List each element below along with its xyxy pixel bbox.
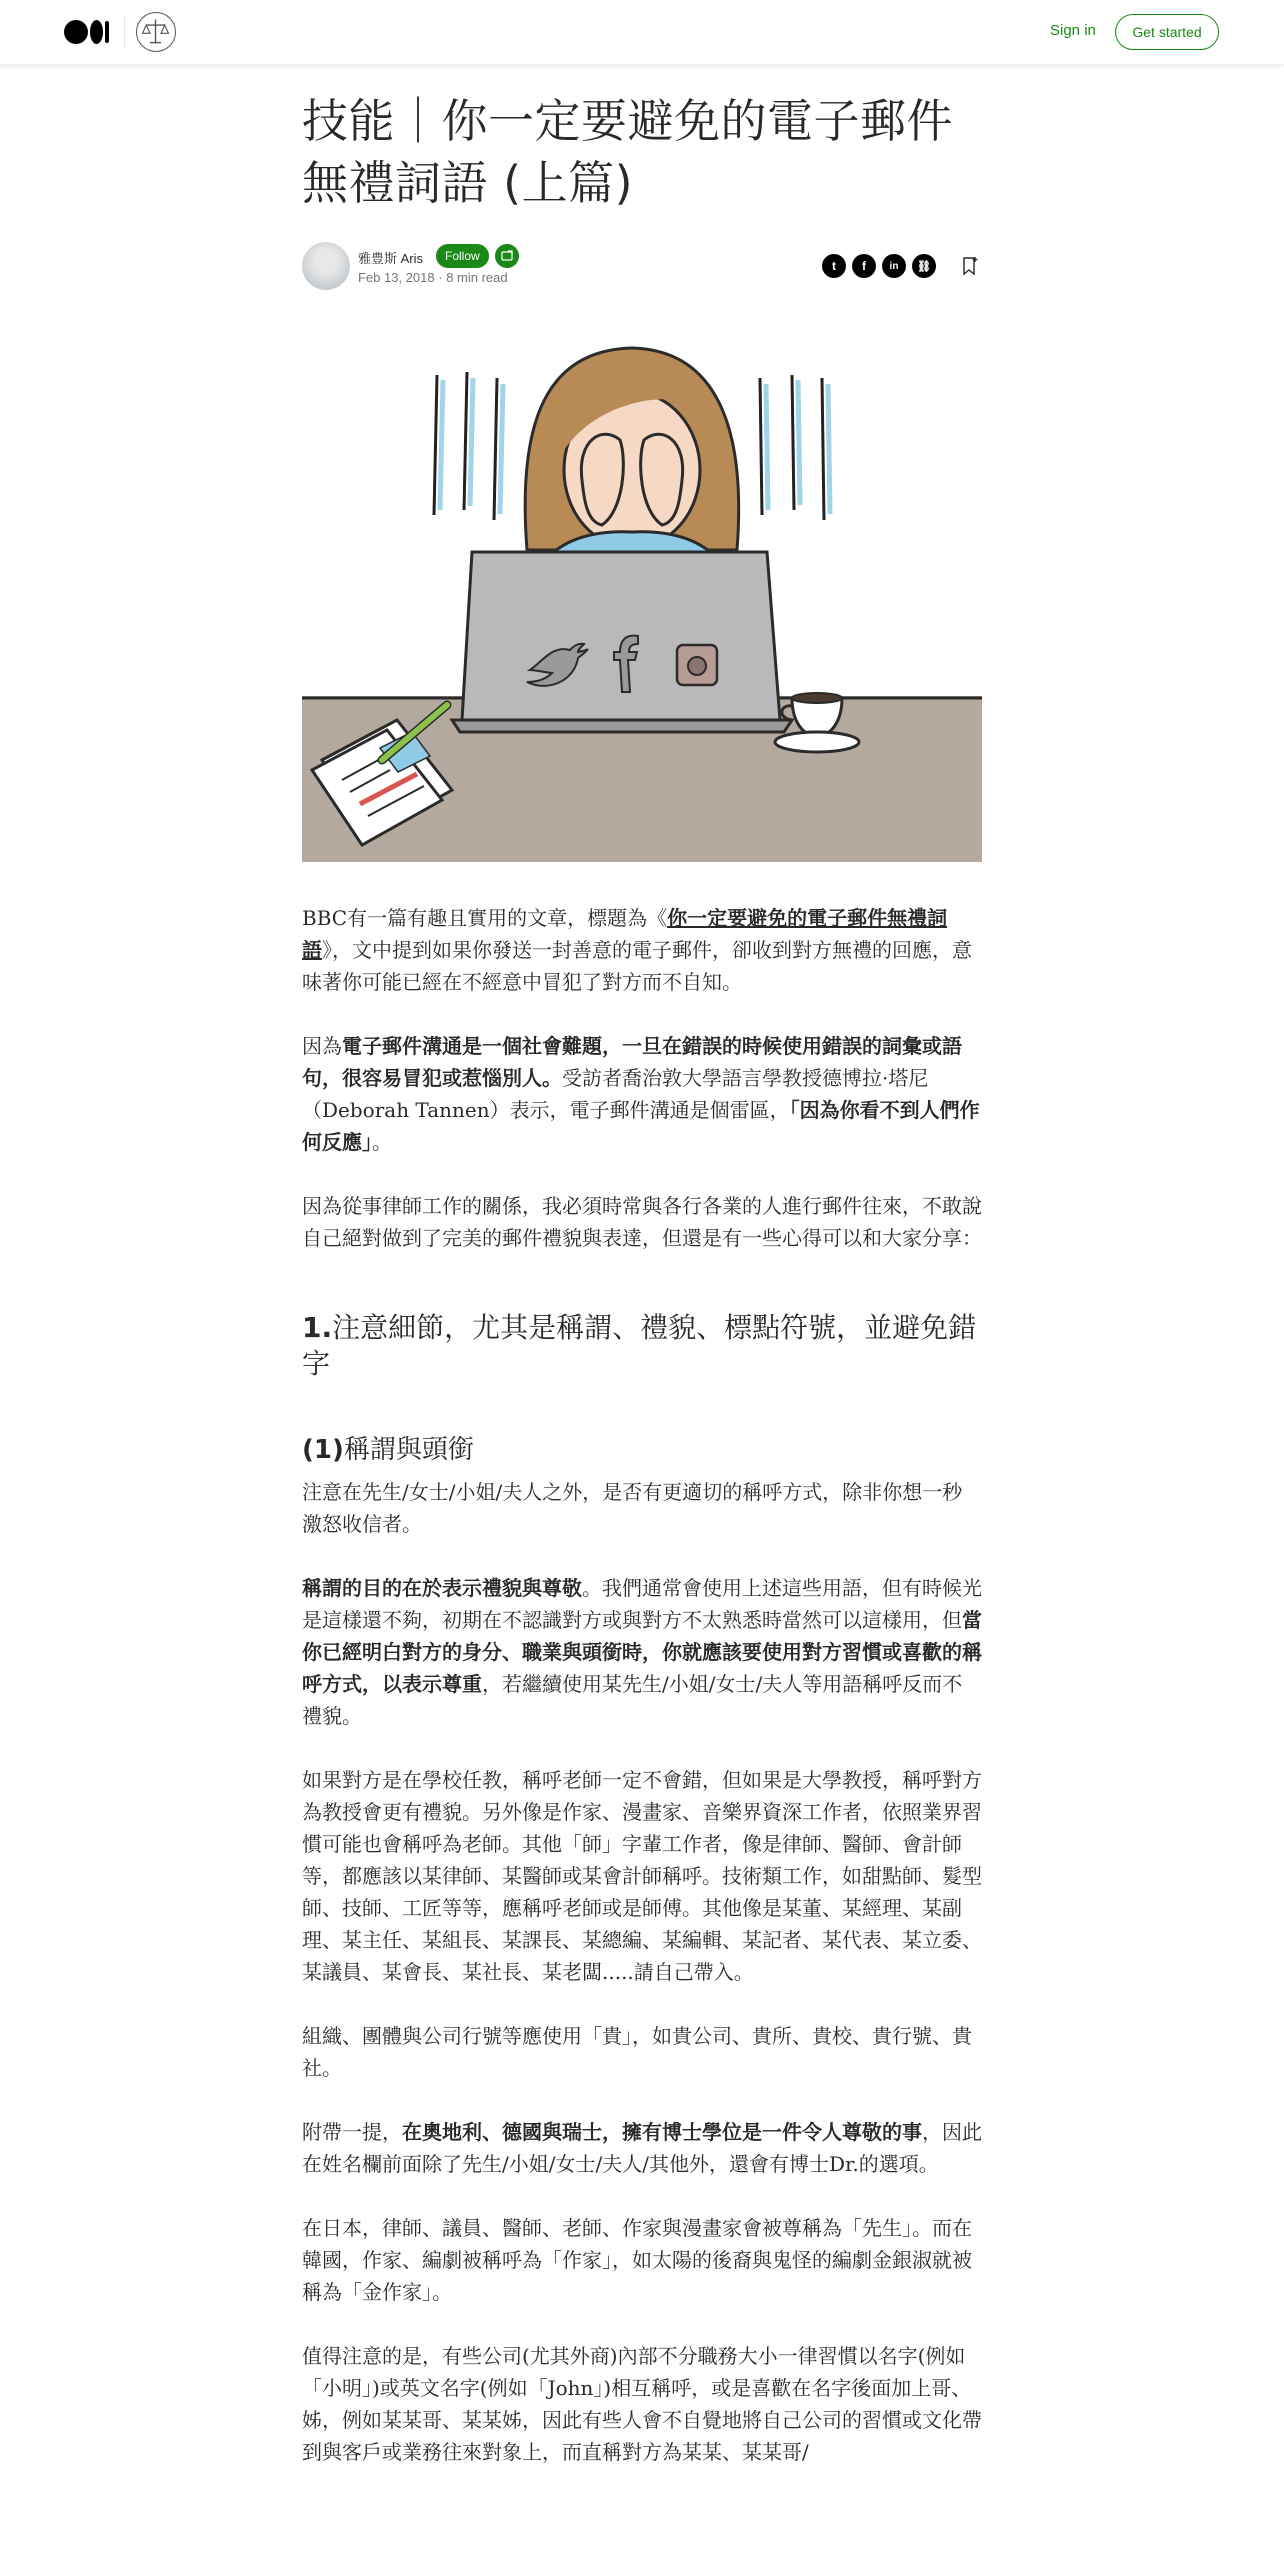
paragraph-9: 在日本，律師、議員、醫師、老師、作家與漫畫家會被尊稱為「先生」。而在韓國，作家、編劇被稱呼為「作家」，如太陽的後裔與鬼怪的編劇金銀淑就被稱為「金作家」。 [302, 2216, 972, 2304]
article-header [302, 90, 982, 292]
publish-info [358, 270, 508, 285]
heading-number: 1. [302, 1311, 333, 1344]
text: BBC有一篇有趣且實用的文章，標題為《 [302, 906, 668, 930]
avatar[interactable] [302, 242, 350, 290]
author-name[interactable]: 雅豊斯 Aris [358, 251, 424, 266]
link-icon[interactable]: ⛓ [912, 254, 936, 278]
medium-logo-icon[interactable] [64, 20, 109, 44]
section-heading [302, 1310, 982, 1382]
bold-text: 電子郵件溝通是一個社會難題，一旦在錯誤的時候使用錯誤的詞彙或語句，很容易冒犯或惹惱別人。 [302, 1034, 962, 1090]
follow-button[interactable]: Follow [436, 244, 489, 268]
publication-logo-icon[interactable] [136, 12, 176, 52]
get-started-button[interactable]: Get started [1115, 14, 1219, 50]
paragraph-3: 因為從事律師工作的關係，我必須時常與各行各業的人進行郵件往來，不敢說自己絕對做到了完美的郵件禮貌與表達，但還是有一些心得可以和大家分享： [302, 1194, 982, 1250]
share-bar [822, 254, 982, 278]
bold-text: 「因為你看不到人們作何反應」 [302, 1098, 980, 1154]
text: 》，文中提到如果你發送一封善意的電子郵件，卻收到對方無禮的回應，意味著你可能已經在不經意中冒犯了對方而不自知。 [302, 938, 972, 994]
text: ，因此在姓名欄前面除了先生/小姐/女士/夫人/其他外，還會有博士Dr.的選項。 [302, 2120, 982, 2176]
text: ，若繼續使用某先生/小姐/女士/夫人等用語稱呼反而不禮貌。 [302, 1672, 963, 1728]
paragraph-5 [302, 1572, 982, 1732]
source-article-link[interactable]: 你一定要避免的電子郵件無禮詞語 [302, 906, 948, 962]
meta-separator: · [434, 270, 447, 285]
text: 附帶一提， [302, 2120, 402, 2144]
sign-in-link[interactable]: Sign in [1050, 22, 1096, 39]
text: 。我們通常會使用上述這些用語，但有時候光是這樣還不夠，初期在不認識對方或與對方不太熟悉時當然可以這樣用，但 [302, 1576, 982, 1632]
paragraph-6: 如果對方是在學校任教，稱呼老師一定不會錯，但如果是大學教授，稱呼對方為教授會更有禮貌。另外像是作家、漫畫家、音樂界資深工作者，依照業界習慣可能也會稱呼為老師。其他「師」字輩工作者，像是律師、醫師、會計師等，都應該以某律師、某醫師或某會計師稱呼。技術類工作，如甜點師、髮型師、技師、工匠等等，應稱呼老師或是師傅。其他像是某董、某經理、某副理、某主任、某組長、某課長、某總編、某編輯、某記者、某代表、某立委、某議員、某會長、某社長、某老闆.....請自己帶入。 [302, 1768, 982, 1984]
heading-number: (1) [302, 1435, 344, 1465]
paragraph-2 [302, 1030, 982, 1158]
paragraph-10: 值得注意的是，有些公司(尤其外商)內部不分職務大小一律習慣以名字(例如「小明」)或英文名字(例如「John」)相互稱呼，或是喜歡在名字後面加上哥、姊，例如某某哥、某某姊，因此有些人會不自覺地將自己公司的習慣或文化帶到與客戶或業務往來對象上，而直稱對方為某某、某某哥/ [302, 2344, 982, 2464]
read-time: 8 min read [446, 270, 508, 285]
top-bar [0, 0, 1284, 65]
text: 受訪者喬治敦大學語言學教授德博拉·塔尼（Deborah Tannen）表示，電子郵件溝通是個雷區， [302, 1066, 929, 1122]
logo-divider [124, 16, 125, 48]
paragraph-1 [302, 902, 982, 998]
text: 。 [372, 1130, 392, 1154]
facebook-icon[interactable]: f [852, 254, 876, 278]
paragraph-4: 注意在先生/女士/小姐/夫人之外，是否有更適切的稱呼方式，除非你想一秒激怒收信者。 [302, 1480, 963, 1536]
hero-illustration [302, 300, 982, 862]
subsection-heading [302, 1434, 982, 1466]
article-title: 技能｜你一定要避免的電子郵件無禮詞語 (上篇) [302, 94, 953, 210]
twitter-icon[interactable]: t [822, 254, 846, 278]
bold-text: 稱謂的目的在於表示禮貌與尊敬 [302, 1576, 582, 1600]
linkedin-icon[interactable]: in [882, 254, 906, 278]
heading-text: 注意細節，尤其是稱謂、禮貌、標點符號，並避免錯字 [302, 1311, 977, 1380]
bold-text: 當你已經明白對方的身分、職業與頭銜時，你就應該要使用對方習慣或喜歡的稱呼方式，以表示尊重 [302, 1608, 982, 1696]
author-meta [302, 236, 982, 292]
paragraph-8 [302, 2116, 982, 2180]
bold-text: 在奧地利、德國與瑞士，擁有博士學位是一件令人尊敬的事 [402, 2120, 922, 2144]
paragraph-7: 組織、團體與公司行號等應使用「貴」，如貴公司、貴所、貴校、貴行號、貴社。 [302, 2024, 972, 2080]
bookmark-icon[interactable] [958, 254, 982, 278]
text: 因為 [302, 1034, 342, 1058]
article-body [302, 902, 982, 2500]
heading-text: 稱謂與頭銜 [343, 1435, 474, 1465]
mail-icon[interactable] [495, 244, 519, 268]
publish-date: Feb 13, 2018 [358, 270, 435, 285]
